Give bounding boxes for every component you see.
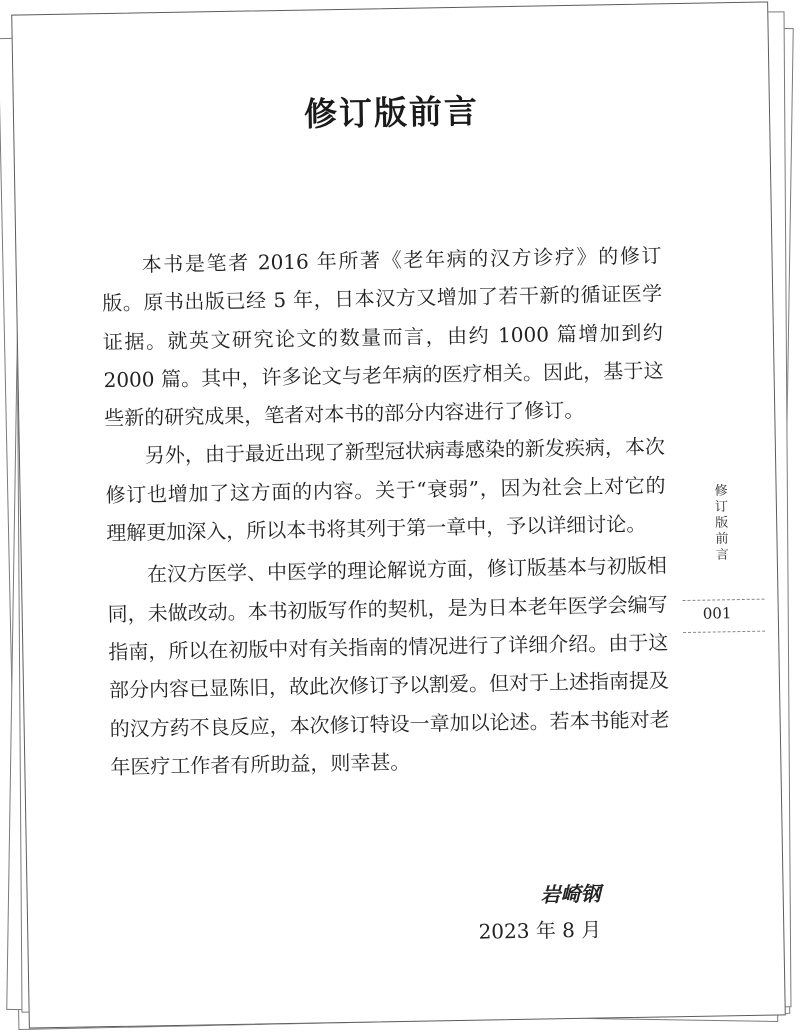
author-name: 岩崎钢 — [540, 881, 601, 907]
document-page — [11, 1, 786, 1028]
page-number-rule — [683, 631, 765, 633]
signature-date: 2023 年 8 月 — [478, 917, 602, 944]
preface-body — [101, 236, 670, 786]
paragraph-2: 另外，由于最近出现了新型冠状病毒感染的新发疾病，本次修订也增加了这方面的内容。关于“衰弱”，因为社会上对它的理解更加深入，所以本书将其列于第一章中，予以详细讨论。 — [105, 434, 666, 546]
paragraph-3: 在汉方医学、中医学的理论解说方面，修订版基本与初版相同，未做改动。本书初版写作的契机，是为日本老年医学会编写指南，所以在初版中对有关指南的情况进行了详细介绍。由于这部分内容已显陈旧，故此次修订予以割爱。但对于上述指南提及的汉方药不良反应，本次修订特设一章加以论述。若本书能对老年医疗工作者有所助益，则幸甚。 — [107, 553, 670, 779]
page-number: 001 — [702, 604, 732, 623]
paragraph-1: 本书是笔者 2016 年所著《老年病的汉方诊疗》的修订版。原书出版已经 5 年，日本汉方又增加了若干新的循证医学证据。就英文研究论文的数量而言，由约 1000 篇增加到约 2000 篇。其中，许多论文与老年病的医疗相关。因此，基于这些新的研究成果，笔者对本书的部分内容进行了修订。 — [102, 243, 664, 431]
chapter-side-tab: 修订版前言 — [711, 483, 728, 564]
page-number-rule — [683, 599, 765, 601]
page-title: 修订版前言 — [303, 91, 480, 134]
signature-block — [478, 876, 602, 950]
